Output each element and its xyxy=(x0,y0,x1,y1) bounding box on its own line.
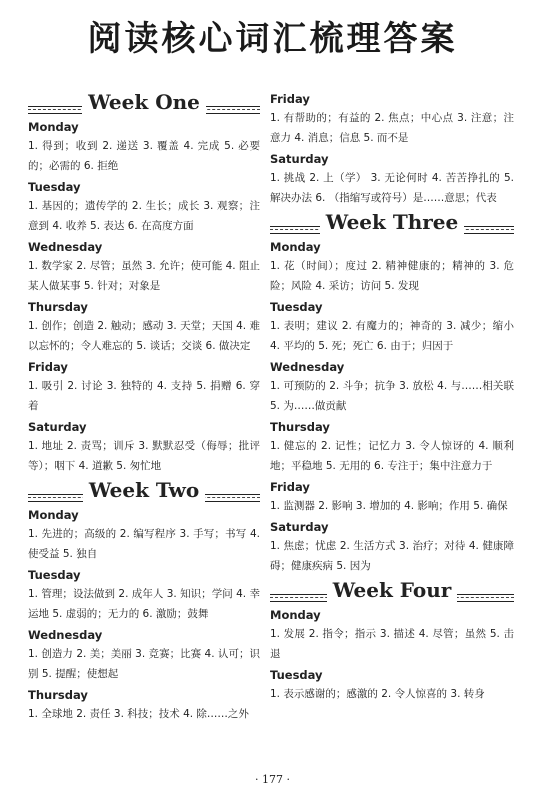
week-label: Week Two xyxy=(83,476,205,504)
day-heading: Friday xyxy=(270,480,310,494)
day-heading: Saturday xyxy=(270,152,329,166)
answer-text: 1. 得到；收到 2. 递送 3. 覆盖 4. 完成 5. 必要的；必需的 6. 拒绝 xyxy=(28,140,260,172)
day-heading: Saturday xyxy=(270,520,329,534)
week-label: Week Three xyxy=(320,208,465,236)
week-heading xyxy=(270,208,514,236)
answer-text: 1. 有帮助的；有益的 2. 焦点；中心点 3. 注意；注意力 4. 消息；信息 5. 而不是 xyxy=(270,112,514,144)
answer-text: 1. 监测器 2. 影响 3. 增加的 4. 影响；作用 5. 确保 xyxy=(270,500,508,512)
answer-text: 1. 焦虑；忧虑 2. 生活方式 3. 治疗；对待 4. 健康障碍；健康疾病 5. 因为 xyxy=(270,540,514,572)
answer-text: 1. 先进的；高级的 2. 编写程序 3. 手写；书写 4. 使受益 5. 独自 xyxy=(28,528,260,560)
answer-text: 1. 挑战 2. 上（学） 3. 无论何时 4. 苦苦挣扎的 5. 解决办法 6. （指缩写或符号）是……意思；代表 xyxy=(270,172,514,204)
answer-text: 1. 地址 2. 责骂；训斥 3. 默默忍受（侮辱；批评等）；咽下 4. 道歉 5. 匆忙地 xyxy=(28,440,260,472)
day-heading: Wednesday xyxy=(270,360,345,374)
week-label: Week Four xyxy=(327,576,458,604)
answer-text: 1. 发展 2. 指令；指示 3. 描述 4. 尽管；虽然 5. 击退 xyxy=(270,628,514,660)
day-heading: Thursday xyxy=(28,300,88,314)
day-heading: Saturday xyxy=(28,420,87,434)
day-heading: Tuesday xyxy=(28,568,81,582)
answer-text: 1. 管理；设法做到 2. 成年人 3. 知识；学问 4. 幸运地 5. 虚弱的；无力的 6. 激励；鼓舞 xyxy=(28,588,260,620)
day-heading: Tuesday xyxy=(28,180,81,194)
answer-text: 1. 表示感谢的；感激的 2. 令人惊喜的 3. 转身 xyxy=(270,688,485,700)
page-number: · 177 · xyxy=(255,773,290,786)
day-heading: Thursday xyxy=(270,420,330,434)
day-heading: Monday xyxy=(270,240,321,254)
week-heading xyxy=(28,88,260,116)
answer-text: 1. 创造力 2. 美；美丽 3. 竞赛；比赛 4. 认可；识别 5. 提醒；使想起 xyxy=(28,648,260,680)
day-heading: Monday xyxy=(28,120,79,134)
day-heading: Wednesday xyxy=(28,240,103,254)
page-title: 阅读核心词汇梳理答案 xyxy=(87,19,458,59)
answer-text: 1. 数学家 2. 尽管；虽然 3. 允许；使可能 4. 阻止某人做某事 5. 针对；对象是 xyxy=(28,260,260,292)
answer-text: 1. 吸引 2. 讨论 3. 独特的 4. 支持 5. 捐赠 6. 穿着 xyxy=(28,380,260,412)
answer-text: 1. 健忘的 2. 记性；记忆力 3. 令人惊讶的 4. 顺利地；平稳地 5. 无用的 6. 专注于；集中注意力于 xyxy=(270,440,514,472)
right-column xyxy=(270,88,514,704)
left-column xyxy=(28,88,260,724)
day-heading: Friday xyxy=(270,92,310,106)
day-heading: Thursday xyxy=(28,688,88,702)
answer-text: 1. 花（时间）；度过 2. 精神健康的；精神的 3. 危险；风险 4. 采访；访问 5. 发现 xyxy=(270,260,514,292)
answer-text: 1. 基因的；遗传学的 2. 生长；成长 3. 观察；注意到 4. 收养 5. 表达 6. 在高度方面 xyxy=(28,200,260,232)
answer-text: 1. 全球地 2. 责任 3. 科技；技术 4. 除……之外 xyxy=(28,708,249,720)
answer-text: 1. 创作；创造 2. 触动；感动 3. 天堂；天国 4. 难以忘怀的；令人难忘的 5. 谈话；交谈 6. 做决定 xyxy=(28,320,260,352)
answer-text: 1. 可预防的 2. 斗争；抗争 3. 放松 4. 与……相关联 5. 为……做贡献 xyxy=(270,380,514,412)
week-label: Week One xyxy=(82,88,206,116)
day-heading: Wednesday xyxy=(28,628,103,642)
day-heading: Monday xyxy=(270,608,321,622)
week-heading xyxy=(270,576,514,604)
day-heading: Friday xyxy=(28,360,68,374)
answer-text: 1. 表明；建议 2. 有魔力的；神奇的 3. 减少；缩小 4. 平均的 5. 死；死亡 6. 由于；归因于 xyxy=(270,320,514,352)
day-heading: Monday xyxy=(28,508,79,522)
day-heading: Tuesday xyxy=(270,668,323,682)
week-heading xyxy=(28,476,260,504)
day-heading: Tuesday xyxy=(270,300,323,314)
